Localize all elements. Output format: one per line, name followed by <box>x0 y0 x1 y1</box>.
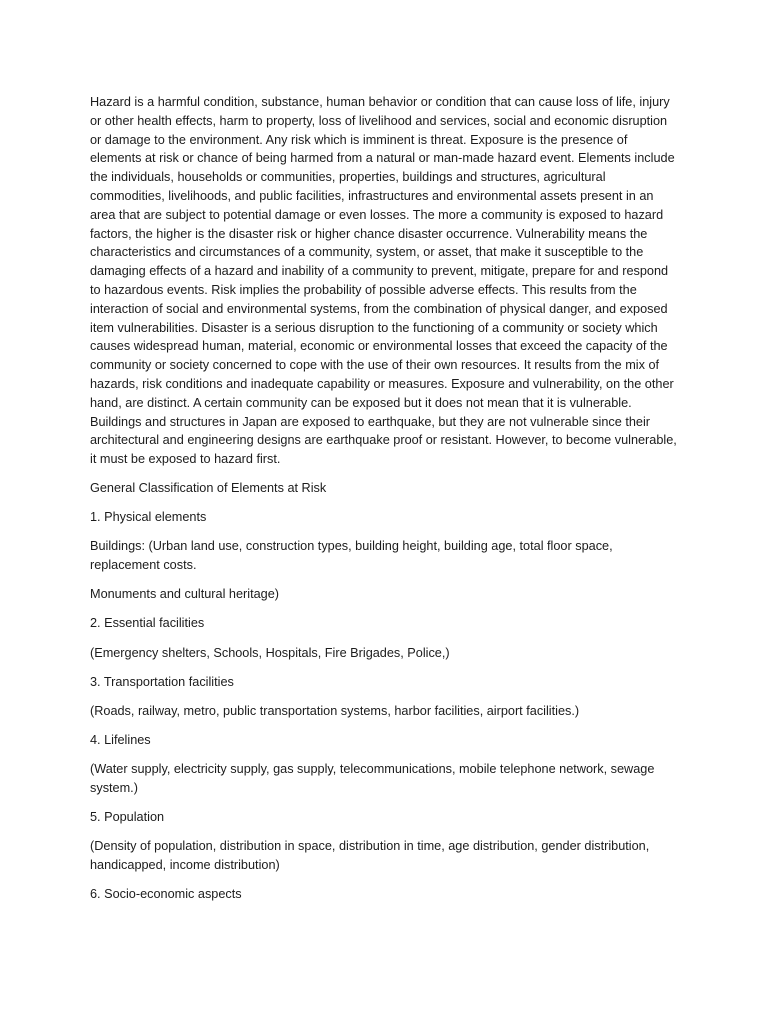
intro-paragraph: Hazard is a harmful condition, substance, human behavior or condition that can cause loss of life, injury or other health effects, harm to property, loss of livelihood and services, social and economic disruption or damage to the environment. Any risk which is imminent is threat. Exposure is the presence of elements at risk or chance of being harmed from a natural or man-made hazard event. Elements include the individuals, households or communities, properties, buildings and structures, agricultural commodities, livelihoods, and public facilities, infrastructures and environmental assets present in an area that are subject to potential damage or even losses. The more a community is exposed to hazard factors, the higher is the disaster risk or higher chance disaster occurrence. Vulnerability means the characteristics and circumstances of a community, system, or asset, that make it susceptible to the damaging effects of a hazard and inability of a community to prevent, mitigate, prepare for and respond to hazardous events. Risk implies the probability of possible adverse effects. This results from the interaction of social and environmental systems, from the combination of physical danger, and exposed item vulnerabilities. Disaster is a serious disruption to the functioning of a community or society which causes widespread human, material, economic or environmental losses that exceed the capacity of the community or society concerned to cope with the use of their own resources. It results from the mix of hazards, risk conditions and inadequate capability or measures. Exposure and vulnerability, on the other hand, are distinct. A certain community can be exposed but it does not mean that it is vulnerable. Buildings and structures in Japan are exposed to earthquake, but they are not vulnerable since their architectural and engineering designs are earthquake proof or resistant. However, to become vulnerable, it must be exposed to hazard first. <box>90 95 677 467</box>
transportation-heading: 3. Transportation facilities <box>90 674 234 689</box>
document-page <box>90 93 680 914</box>
lifelines-text: (Water supply, electricity supply, gas supply, telecommunications, mobile telephone network, sewage system.) <box>90 761 655 795</box>
physical-monuments-text: Monuments and cultural heritage) <box>90 587 280 602</box>
transportation-text: (Roads, railway, metro, public transportation systems, harbor facilities, airport facilities.) <box>90 703 580 718</box>
physical-buildings-text: Buildings: (Urban land use, construction types, building height, building age, total floor space, replacement costs. <box>90 539 613 573</box>
lifelines-heading: 4. Lifelines <box>90 732 151 747</box>
essential-facilities-heading: 2. Essential facilities <box>90 616 205 631</box>
socio-economic-heading: 6. Socio-economic aspects <box>90 886 242 901</box>
essential-facilities-text: (Emergency shelters, Schools, Hospitals, Fire Brigades, Police,) <box>90 645 450 660</box>
population-heading: 5. Population <box>90 809 165 824</box>
classification-heading: General Classification of Elements at Risk <box>90 481 327 496</box>
population-text: (Density of population, distribution in space, distribution in time, age distribution, gender distribution, handicapped, income distribution) <box>90 838 650 872</box>
physical-elements-heading: 1. Physical elements <box>90 510 207 525</box>
